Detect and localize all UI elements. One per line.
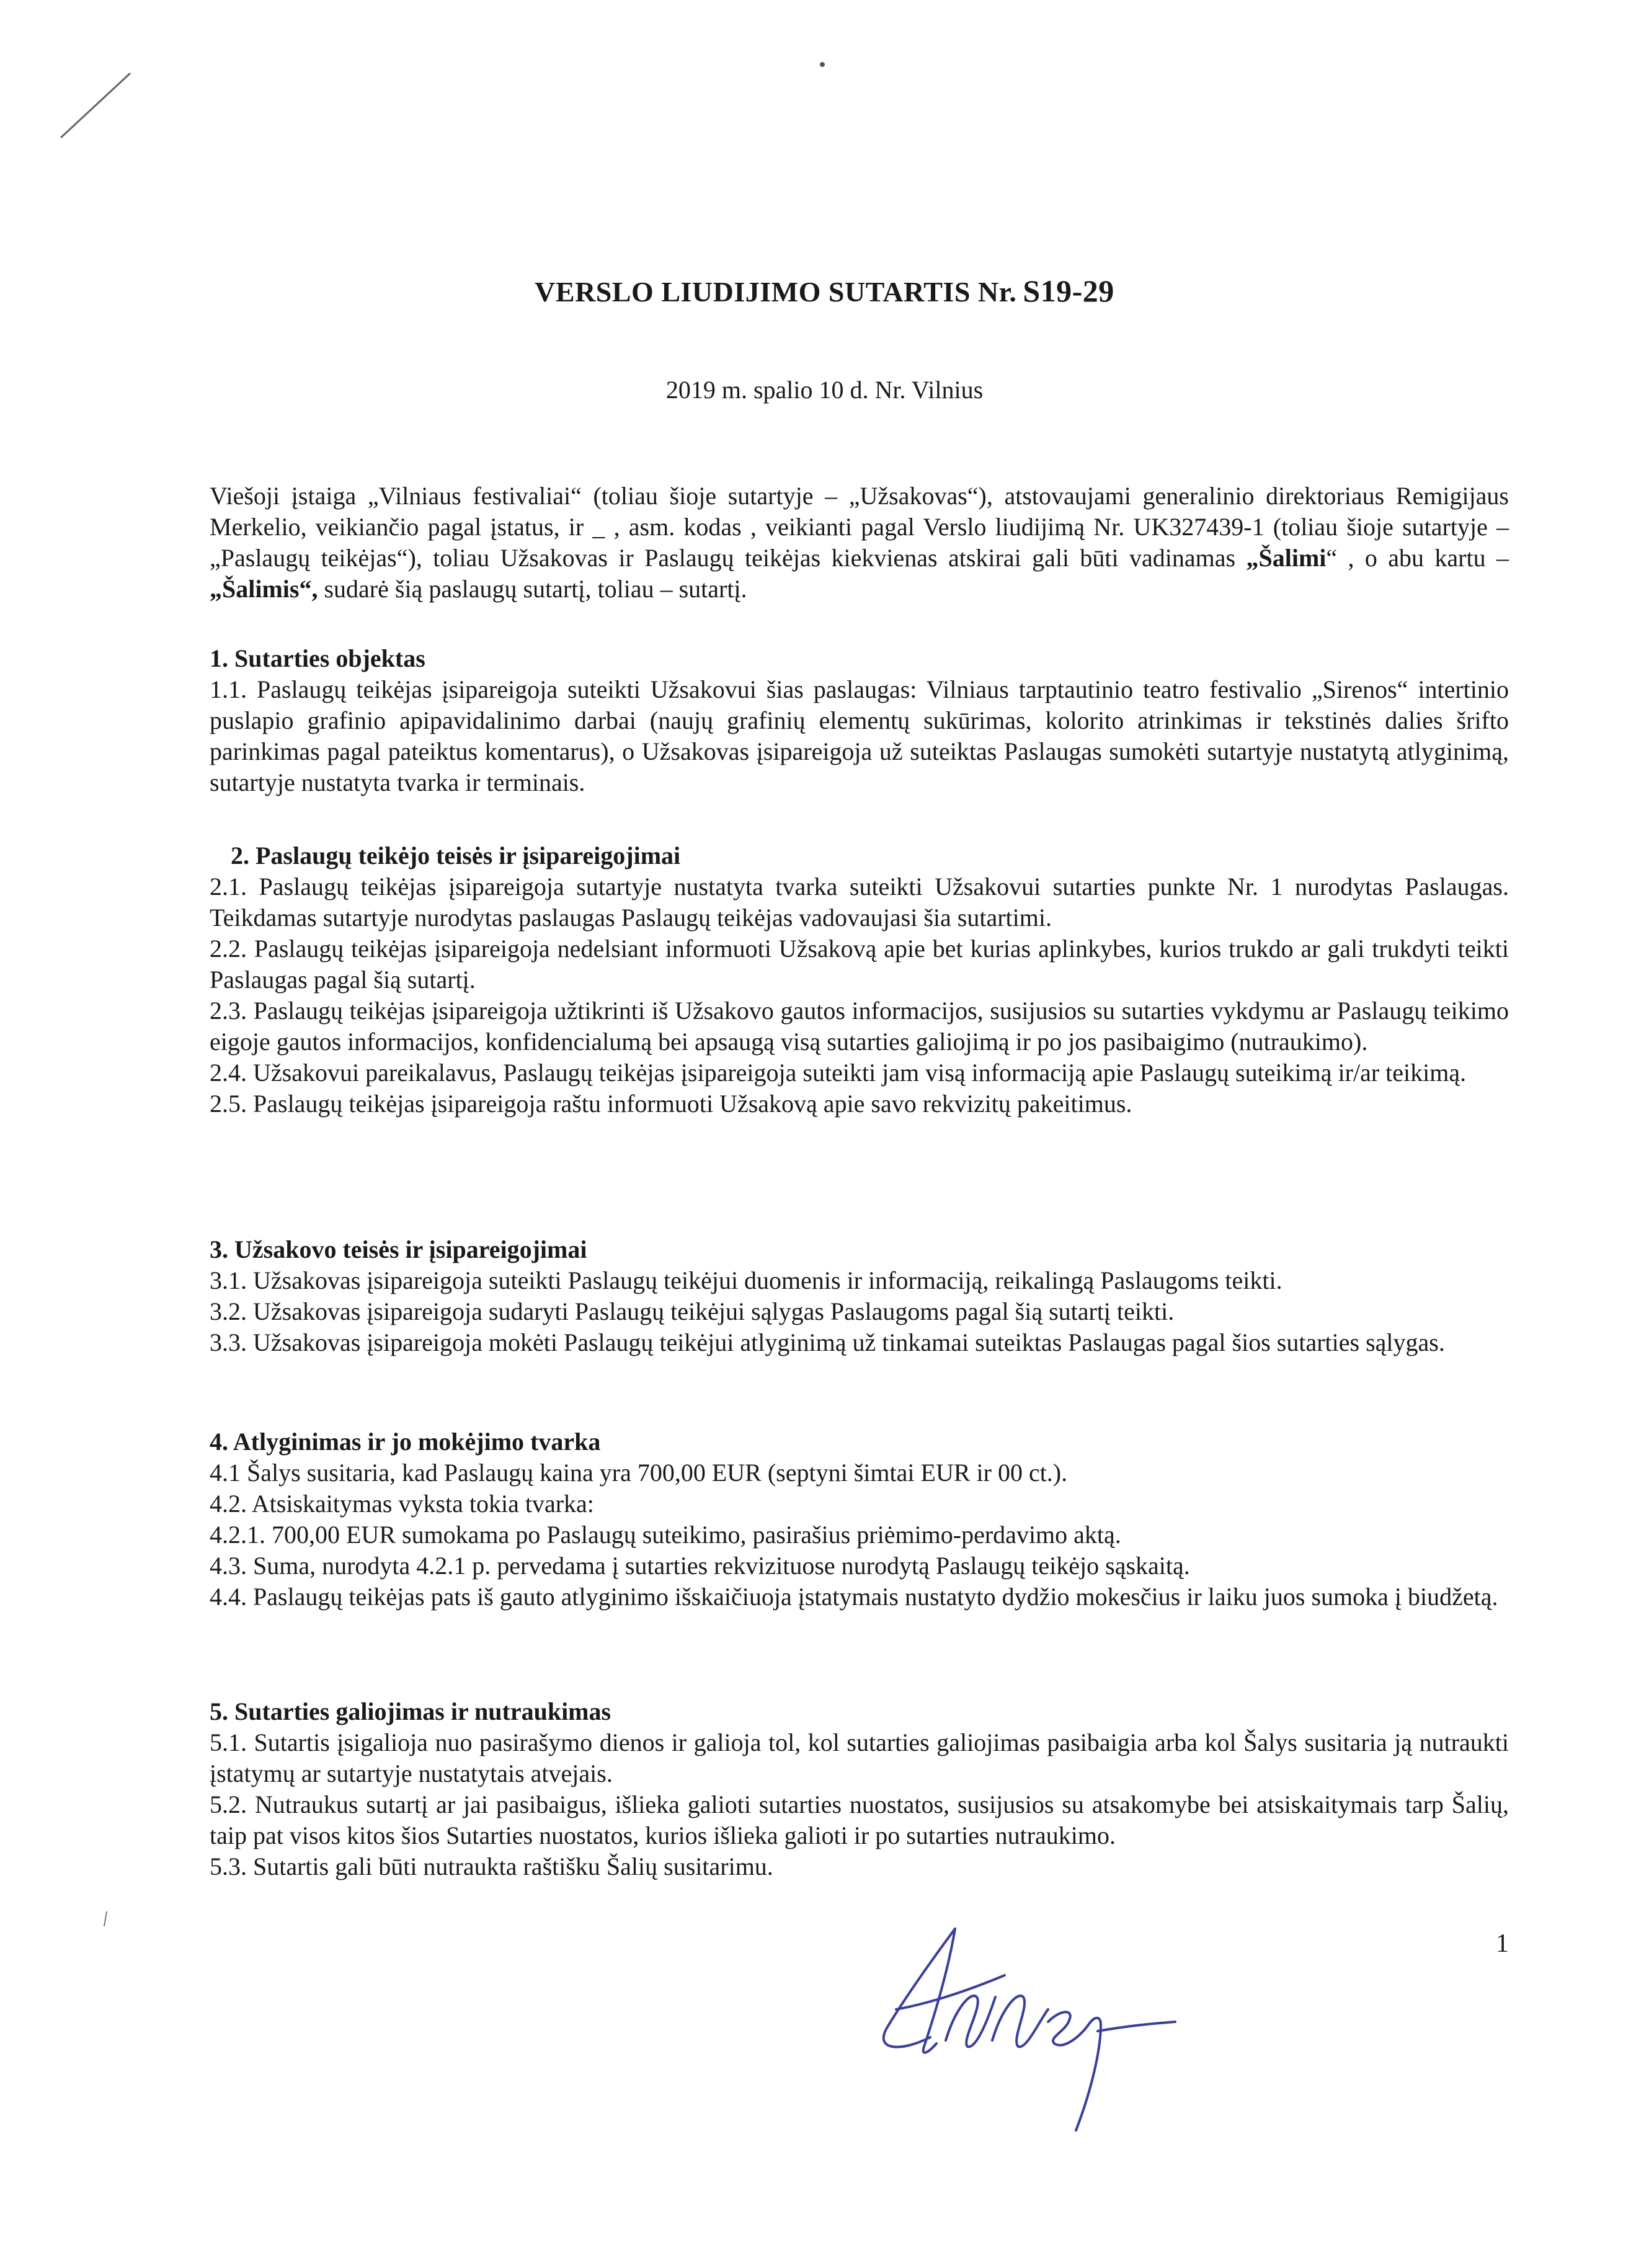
- clause: 4.3. Suma, nurodyta 4.2.1 p. pervedama į sutarties rekvizituose nurodytą Paslaugų teikėjo sąskaitą.: [210, 1552, 1190, 1580]
- intro-text-2: “ , o abu kartu –: [1326, 544, 1509, 572]
- intro-salimis: „Šalimis“,: [210, 575, 318, 603]
- clause: 4.4. Paslaugų teikėjas pats iš gauto atlyginimo išskaičiuoja įstatymais nustatyto dydžio mokesčius ir laiku juos sumoka į biudžetą.: [210, 1583, 1498, 1611]
- section-1: [210, 643, 1509, 798]
- clause: 4.2.1. 700,00 EUR sumokama po Paslaugų suteikimo, pasirašius priėmimo-perdavimo aktą.: [210, 1521, 1121, 1549]
- page-number: 1: [1496, 1929, 1509, 1958]
- scan-pen-stroke-icon: [56, 68, 136, 143]
- clause: 2.2. Paslaugų teikėjas įsipareigoja nedelsiant informuoti Užsakovą apie bet kurias aplinkybes, kurios trukdo ar gali trukdyti teikti Paslaugas pagal šią sutartį.: [210, 935, 1509, 994]
- clause: 1.1. Paslaugų teikėjas įsipareigoja suteikti Užsakovui šias paslaugas: Vilniaus tarptautinio teatro festivalio „Sirenos“ intertinio puslapio grafinio apipavidalinimo darbai (naujų grafinių elementų sukūrimas, kolorito atrinkimas ir tekstinės dalies šrifto parinkimas pagal pateiktus komentarus), o Užsakovas įsipareigoja už suteiktas Paslaugas sumokėti sutartyje nustatytą atlyginimą, sutartyje nustatyta tvarka ir terminais.: [210, 675, 1509, 796]
- date-line: 2019 m. spalio 10 d. Nr. Vilnius: [665, 376, 984, 404]
- clause: 5.3. Sutartis gali būti nutraukta raštišku Šalių susitarimu.: [210, 1852, 773, 1880]
- clause: 2.4. Užsakovui pareikalavus, Paslaugų teikėjas įsipareigoja suteikti jam visą informaciją apie Paslaugų suteikimą ir/ar teikimą.: [210, 1059, 1467, 1087]
- section-heading: 5. Sutarties galiojimas ir nutraukimas: [210, 1697, 611, 1725]
- clause: 5.1. Sutartis įsigalioja nuo pasirašymo dienos ir galioja tol, kol sutarties galiojimas pasibaigia arba kol Šalys susitaria ją nutraukti įstatymų ar sutartyje nustatytais atvejais.: [210, 1728, 1509, 1787]
- clause: 3.1. Užsakovas įsipareigoja suteikti Paslaugų teikėjui duomenis ir informaciją, reikalingą Paslaugoms teikti.: [210, 1266, 1282, 1294]
- section-5: [210, 1696, 1509, 1882]
- document-title: [0, 273, 1649, 309]
- clause: 3.3. Užsakovas įsipareigoja mokėti Paslaugų teikėjui atlyginimą už tinkamai suteiktas Paslaugas pagal šios sutarties sąlygas.: [210, 1328, 1445, 1356]
- contract-number: S19-29: [1023, 273, 1114, 308]
- clause: 4.1 Šalys susitaria, kad Paslaugų kaina yra 700,00 EUR (septyni šimtai EUR ir 00 ct.).: [210, 1459, 1068, 1487]
- clause: 4.2. Atsiskaitymas vyksta tokia tvarka:: [210, 1490, 594, 1518]
- clause: 2.1. Paslaugų teikėjas įsipareigoja sutartyje nustatyta tvarka suteikti Užsakovui sutarties punkte Nr. 1 nurodytas Paslaugas. Teikdamas sutartyje nurodytas paslaugas Paslaugų teikėjas vadovaujasi šia sutartimi.: [210, 873, 1509, 932]
- section-heading: 3. Užsakovo teisės ir įsipareigojimai: [210, 1235, 587, 1263]
- intro-text-3: sudarė šią paslaugų sutartį, toliau – sutartį.: [318, 575, 747, 603]
- handwritten-signature-icon: [862, 1916, 1185, 2140]
- clause: 5.2. Nutraukus sutartį ar jai pasibaigus, išlieka galioti sutarties nuostatos, susijusios su atsakomybe bei atsiskaitymais tarp Šalių, taip pat visos kitos šios Sutarties nuostatos, kurios išlieka galioti ir po sutarties nutraukimo.: [210, 1790, 1509, 1849]
- section-3: [210, 1234, 1509, 1358]
- intro-paragraph: [210, 481, 1509, 605]
- section-heading: 4. Atlyginimas ir jo mokėjimo tvarka: [210, 1428, 601, 1456]
- margin-tick-icon: [99, 1910, 112, 1929]
- section-heading: 1. Sutarties objektas: [210, 644, 425, 672]
- clause: 3.2. Užsakovas įsipareigoja sudaryti Paslaugų teikėjui sąlygas Paslaugoms pagal šią sutartį teikti.: [210, 1297, 1175, 1325]
- clause: 2.5. Paslaugų teikėjas įsipareigoja raštu informuoti Užsakovą apie savo rekvizitų pakeitimus.: [210, 1090, 1132, 1118]
- section-2: [210, 840, 1509, 1119]
- scan-dot: [820, 62, 825, 67]
- intro-text-1: Viešoji įstaiga „Vilniaus festivaliai“ (toliau šioje sutartyje – „Užsakovas“), atstovaujami generalinio direktoriaus Remigijaus Merkelio, veikiančio pagal įstatus, ir _ , asm. kodas , veikianti pagal Verslo liudijimą Nr. UK327439-1 (toliau šioje sutartyje – „Paslaugų teikėjas“), toliau Užsakovas ir Paslaugų teikėjas kiekvienas atskirai gali būti vadinamas: [210, 482, 1509, 572]
- section-4: [210, 1426, 1509, 1612]
- section-heading: 2. Paslaugų teikėjo teisės ir įsipareigojimai: [231, 842, 681, 869]
- title-text: VERSLO LIUDIJIMO SUTARTIS Nr.: [535, 276, 1017, 308]
- clause: 2.3. Paslaugų teikėjas įsipareigoja užtikrinti iš Užsakovo gautos informacijos, susijusios su sutarties vykdymu ar Paslaugų teikimo eigoje gautos informacijos, konfidencialumą bei apsaugą visą sutarties galiojimą ir po jos pasibaigimo (nutraukimo).: [210, 997, 1509, 1056]
- intro-salimi: „Šalimi: [1246, 544, 1327, 572]
